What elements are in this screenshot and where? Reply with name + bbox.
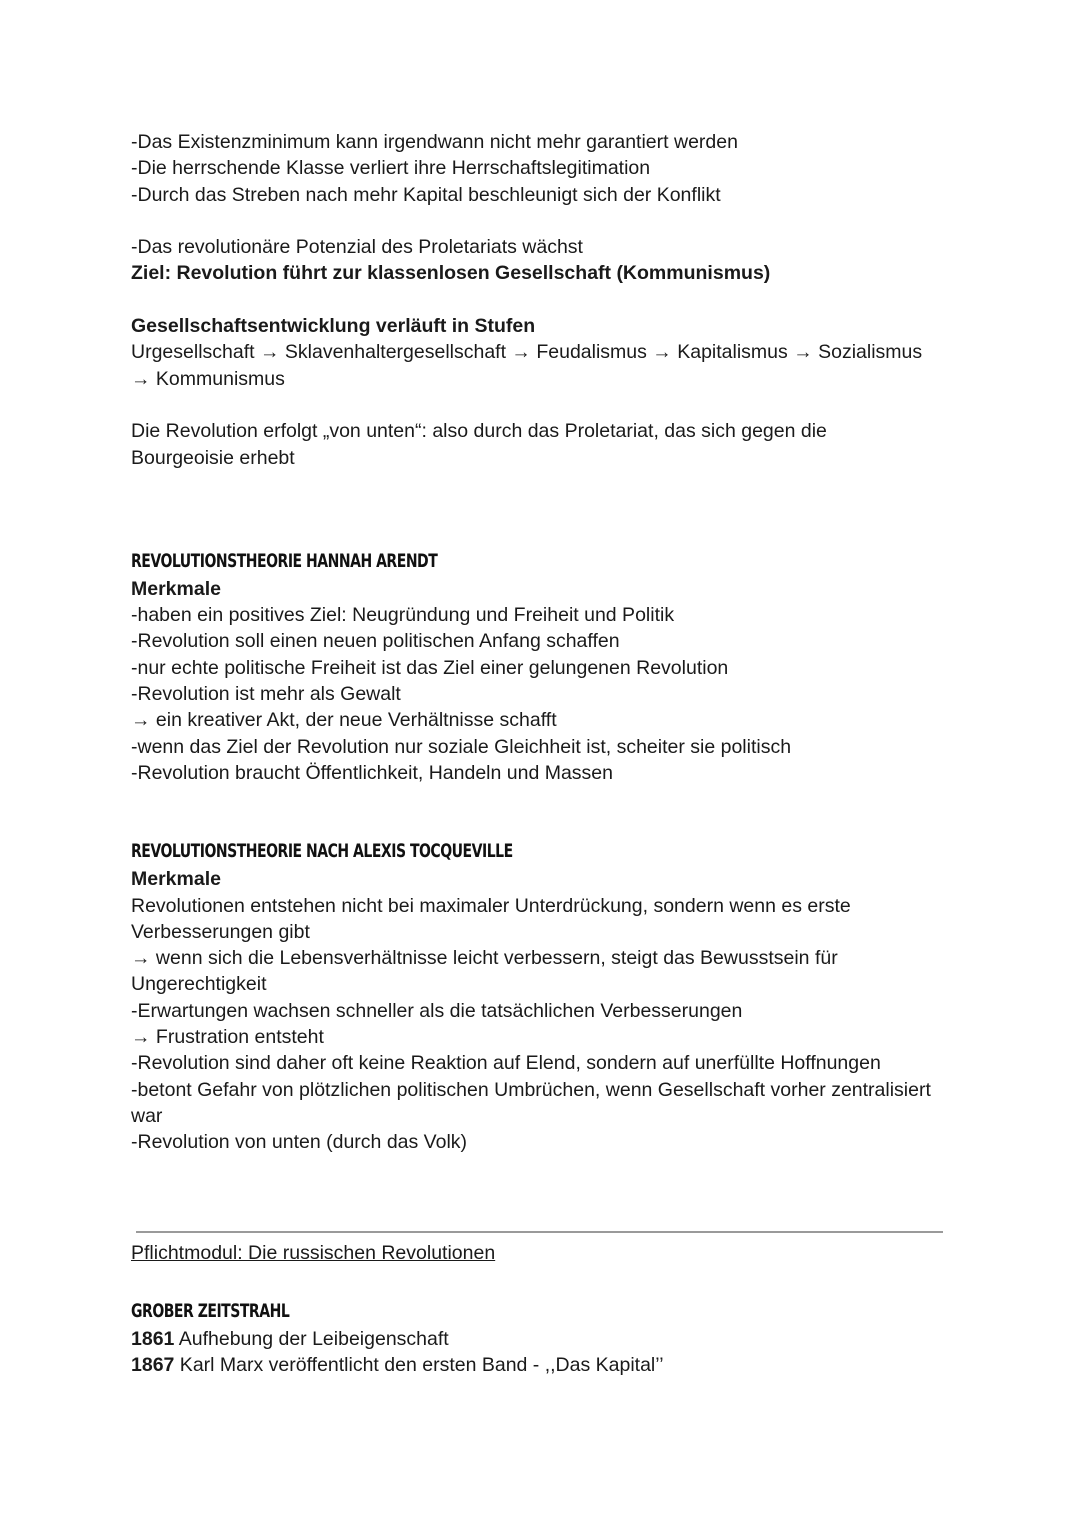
tocqueville-subheading: Merkmale [131, 868, 221, 891]
timeline-heading: GROBER ZEITSTRAHL [131, 1299, 290, 1322]
tocqueville-line-3: → wenn sich die Lebensverhältnisse leicht verbessern, steigt das Bewusstsein für [131, 947, 838, 970]
timeline-entry [131, 1352, 961, 1378]
marx-line-2: -Die herrschende Klasse verliert ihre Herrschaftslegitimation [131, 157, 651, 180]
from-below-line-1: Die Revolution erfolgt „von unten“: also durch das Proletariat, das sich gegen die [131, 420, 827, 443]
tocqueville-line-8: -betont Gefahr von plötzlichen politischen Umbrüchen, wenn Gesellschaft vorher zentralisiert [131, 1078, 931, 1101]
from-below-line-2: Bourgeoisie erhebt [131, 446, 295, 469]
stages-line-1: Urgesellschaft → Sklavenhaltergesellschaft → Feudalismus → Kapitalismus → Sozialismus [131, 341, 923, 364]
arendt-line-7: -Revolution braucht Öffentlichkeit, Handeln und Massen [131, 761, 613, 784]
marx-goal: Ziel: Revolution führt zur klassenlosen Gesellschaft (Kommunismus) [131, 262, 771, 285]
document-page [131, 129, 961, 1378]
arendt-line-1: -haben ein positives Ziel: Neugründung und Freiheit und Politik [131, 604, 675, 627]
marx-potential: -Das revolutionäre Potenzial des Proletariats wächst [131, 236, 583, 259]
timeline-entry [131, 1326, 961, 1352]
tocqueville-line-7: -Revolution sind daher oft keine Reaktion auf Elend, sondern auf unerfüllte Hoffnungen [131, 1052, 881, 1075]
stages-line-2: → Kommunismus [131, 367, 285, 390]
tocqueville-line-1: Revolutionen entstehen nicht bei maximaler Unterdrückung, sondern wenn es erste [131, 894, 851, 917]
tocqueville-heading: REVOLUTIONSTHEORIE NACH ALEXIS TOCQUEVILLE [131, 840, 513, 863]
horizontal-divider [136, 1231, 943, 1233]
arendt-line-2: -Revolution soll einen neuen politischen Anfang schaffen [131, 630, 620, 653]
module-title-link[interactable]: Pflichtmodul: Die russischen Revolutionen [131, 1241, 496, 1264]
tocqueville-line-4: Ungerechtigkeit [131, 973, 267, 996]
timeline-text: Aufhebung der Leibeigenschaft [174, 1327, 449, 1350]
stages-heading: Gesellschaftsentwicklung verläuft in Stufen [131, 315, 536, 338]
arendt-line-4: -Revolution ist mehr als Gewalt [131, 683, 401, 706]
timeline-year: 1861 [131, 1327, 175, 1350]
arendt-heading: REVOLUTIONSTHEORIE HANNAH ARENDT [131, 549, 438, 572]
timeline-text: Karl Marx veröffentlicht den ersten Band - ,,Das Kapital’’ [174, 1354, 664, 1377]
marx-line-1: -Das Existenzminimum kann irgendwann nicht mehr garantiert werden [131, 131, 738, 153]
arendt-line-6: -wenn das Ziel der Revolution nur soziale Gleichheit ist, scheiter sie politisch [131, 735, 792, 758]
arendt-line-5: → ein kreativer Akt, der neue Verhältnisse schafft [131, 709, 557, 732]
timeline-year: 1867 [131, 1354, 175, 1377]
tocqueville-line-9: war [131, 1104, 163, 1127]
tocqueville-line-5: -Erwartungen wachsen schneller als die tatsächlichen Verbesserungen [131, 999, 743, 1022]
marx-line-3: -Durch das Streben nach mehr Kapital beschleunigt sich der Konflikt [131, 183, 721, 206]
tocqueville-line-2: Verbesserungen gibt [131, 920, 310, 943]
arendt-line-3: -nur echte politische Freiheit ist das Ziel einer gelungenen Revolution [131, 656, 729, 679]
arendt-subheading: Merkmale [131, 577, 221, 600]
tocqueville-line-6: → Frustration entsteht [131, 1026, 324, 1049]
tocqueville-line-10: -Revolution von unten (durch das Volk) [131, 1131, 468, 1154]
